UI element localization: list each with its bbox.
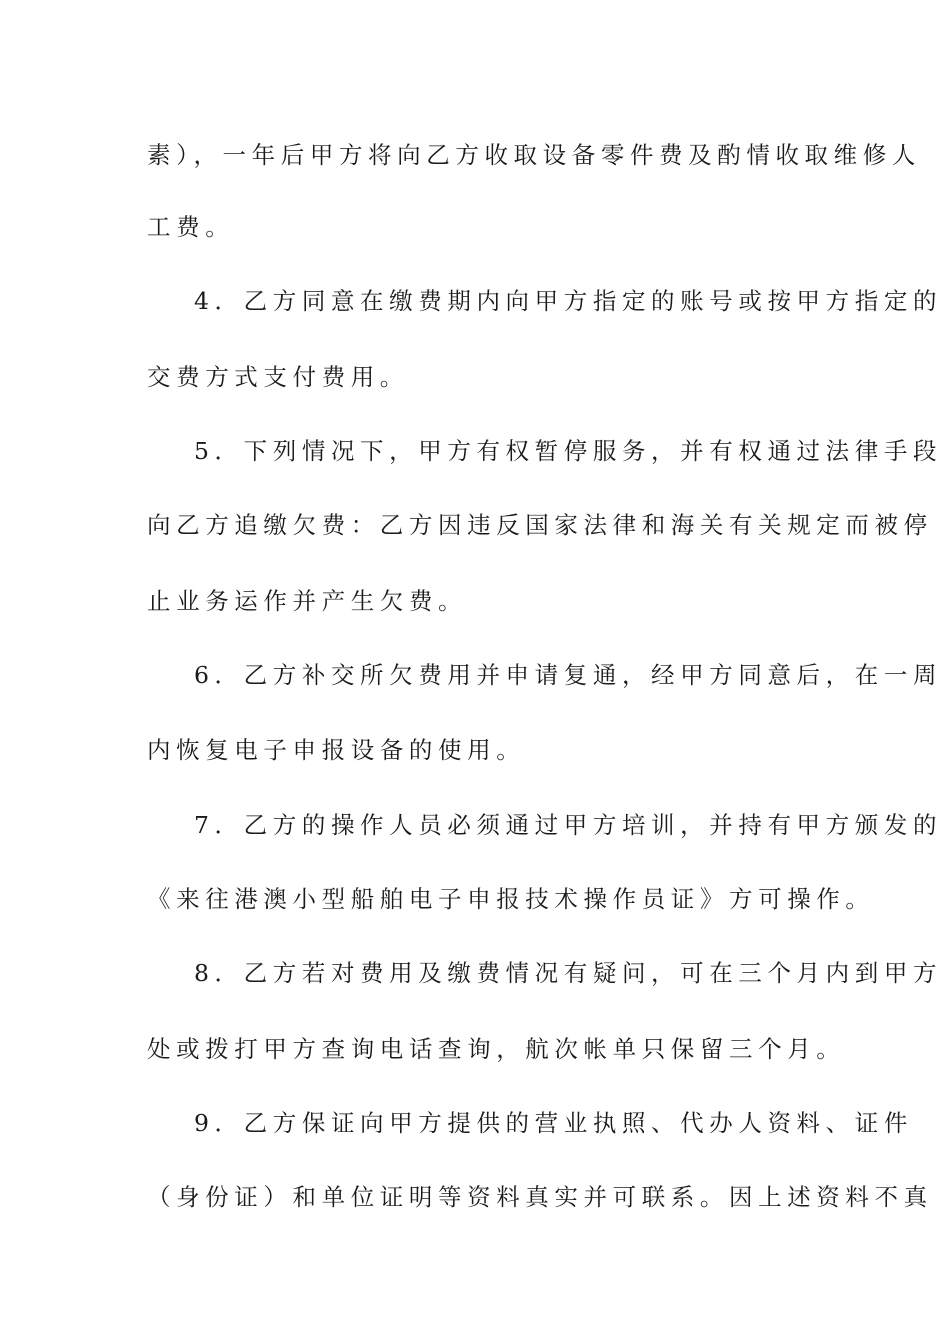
- paragraph-6-line: 6．乙方补交所欠费用并申请复通，经甲方同意后，在一周: [194, 661, 943, 689]
- text-line: 向乙方追缴欠费：乙方因违反国家法律和海关有关规定而被停: [147, 511, 933, 539]
- paragraph-5-line: 5．下列情况下，甲方有权暂停服务，并有权通过法律手段: [194, 437, 943, 465]
- text-line: 素），一年后甲方将向乙方收取设备零件费及酌情收取维修人: [147, 141, 921, 169]
- paragraph-7-line: 7．乙方的操作人员必须通过甲方培训，并持有甲方颁发的: [194, 811, 943, 839]
- text-line: 交费方式支付费用。: [147, 363, 409, 391]
- text-line: 处或拨打甲方查询电话查询，航次帐单只保留三个月。: [147, 1035, 846, 1063]
- text-line: （身份证）和单位证明等资料真实并可联系。因上述资料不真: [147, 1183, 933, 1211]
- text-line: 《来往港澳小型船舶电子申报技术操作员证》方可操作。: [147, 885, 875, 913]
- text-line: 内恢复电子申报设备的使用。: [147, 736, 526, 764]
- paragraph-9-line: 9．乙方保证向甲方提供的营业执照、代办人资料、证件: [194, 1109, 913, 1137]
- paragraph-8-line: 8．乙方若对费用及缴费情况有疑问，可在三个月内到甲方: [194, 959, 943, 987]
- paragraph-4-line: 4．乙方同意在缴费期内向甲方指定的账号或按甲方指定的: [194, 287, 943, 315]
- text-line: 止业务运作并产生欠费。: [147, 587, 468, 615]
- text-line: 工费。: [147, 213, 235, 241]
